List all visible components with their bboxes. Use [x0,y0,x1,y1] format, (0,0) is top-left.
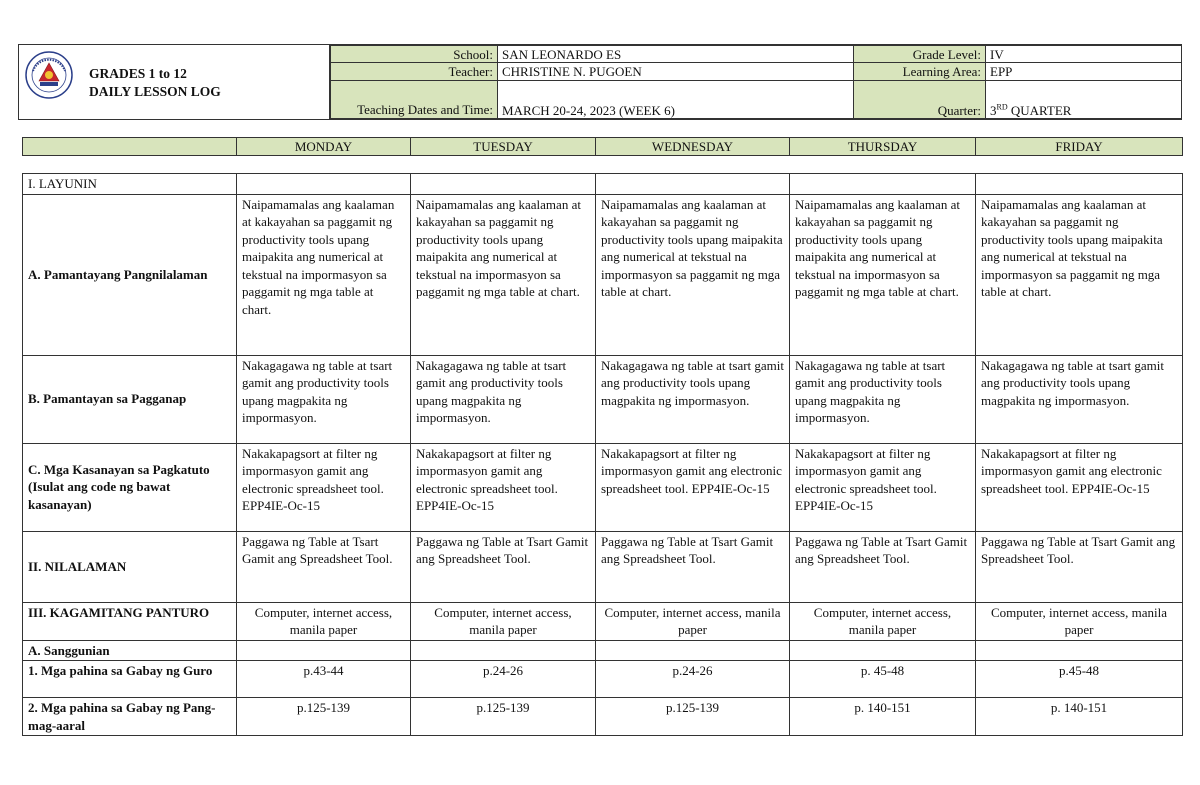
cell: Paggawa ng Table at Tsart Gamit ang Spreadsheet Tool. [596,531,790,602]
table-row [23,194,1183,355]
row-label-nilalaman: II. NILALAMAN [23,531,237,602]
cell: Naipamamalas ang kaalaman at kakayahan sa paggamit ng productivity tools upang maipakita ang numerical at tekstual na impormasyon sa paggamit ng mga table at chart. [976,194,1183,355]
header-block [18,44,1182,120]
cell: Nakakapagsort at filter ng impormasyon gamit ang electronic spreadsheet tool. EPP4IE-Oc-15 [976,443,1183,531]
cell: p.125-139 [411,698,596,736]
row-label-mga-kasanayan: C. Mga Kasanayan sa Pagkatuto (Isulat ang code ng bawat kasanayan) [23,443,237,531]
cell: Computer, internet access, manila paper [237,602,411,640]
cell: Nakakapagsort at filter ng impormasyon gamit ang electronic spreadsheet tool. EPP4IE-Oc-15 [411,443,596,531]
cell: p.24-26 [411,661,596,698]
cell [411,174,596,195]
days-header [22,137,1183,156]
row-label-pamantayang-pangnilalaman: A. Pamantayang Pangnilalaman [23,194,237,355]
cell: p.24-26 [596,661,790,698]
cell [237,640,411,661]
cell: Computer, internet access, manila paper [790,602,976,640]
cell: Nakagagawa ng table at tsart gamit ang productivity tools upang magpakita ng impormasyon. [790,355,976,443]
cell: p.45-48 [976,661,1183,698]
cell: p. 140-151 [976,698,1183,736]
day-monday: MONDAY [237,138,411,156]
cell [596,174,790,195]
quarter-label: Quarter: [854,80,986,118]
teaching-dates-value: MARCH 20-24, 2023 (WEEK 6) [498,80,854,118]
teaching-dates-label: Teaching Dates and Time: [331,80,498,118]
cell: Paggawa ng Table at Tsart Gamit ang Spreadsheet Tool. [411,531,596,602]
table-row [23,698,1183,736]
days-blank-cell [23,138,237,156]
learning-area-label: Learning Area: [854,63,986,80]
cell: Nakagagawa ng table at tsart gamit ang productivity tools upang magpakita ng impormasyon. [976,355,1183,443]
teacher-label: Teacher: [331,63,498,80]
school-label: School: [331,46,498,63]
log-title [89,65,221,101]
quarter-text: QUARTER [1007,103,1072,118]
cell [411,640,596,661]
table-row [23,174,1183,195]
cell: Nakakapagsort at filter ng impormasyon gamit ang electronic spreadsheet tool. EPP4IE-Oc-15 [790,443,976,531]
meta-table [330,45,1182,119]
cell: Naipamamalas ang kaalaman at kakayahan sa paggamit ng productivity tools upang maipakita ang numerical at tekstual na impormasyon sa paggamit ng mga table at chart. [790,194,976,355]
cell: Computer, internet access, manila paper [411,602,596,640]
table-row [23,602,1183,640]
table-row [23,443,1183,531]
row-label-gabay-ng-mag-aaral: 2. Mga pahina sa Gabay ng Pang-mag-aaral [23,698,237,736]
grade-level-value: IV [986,46,1182,63]
cell: Nakagagawa ng table at tsart gamit ang productivity tools upang magpakita ng impormasyon. [411,355,596,443]
cell: p. 45-48 [790,661,976,698]
cell: Computer, internet access, manila paper [976,602,1183,640]
logo-area [19,45,330,119]
day-tuesday: TUESDAY [411,138,596,156]
table-row [23,661,1183,698]
day-thursday: THURSDAY [790,138,976,156]
day-friday: FRIDAY [976,138,1183,156]
cell: Nakakapagsort at filter ng impormasyon gamit ang electronic spreadsheet tool. EPP4IE-Oc-15 [237,443,411,531]
cell: p. 140-151 [790,698,976,736]
cell: Naipamamalas ang kaalaman at kakayahan sa paggamit ng productivity tools upang maipakita ang numerical at tekstual na impormasyon sa paggamit ng mga table at chart. [237,194,411,355]
table-row [23,355,1183,443]
cell [596,640,790,661]
lesson-grid [22,173,1183,736]
cell: Paggawa ng Table at Tsart Gamit ang Spreadsheet Tool. [790,531,976,602]
row-label-sanggunian: A. Sanggunian [23,640,237,661]
title-line-2: DAILY LESSON LOG [89,84,221,99]
cell: Nakagagawa ng table at tsart gamit ang productivity tools upang magpakita ng impormasyon. [237,355,411,443]
cell: Nakagagawa ng table at tsart gamit ang productivity tools upang magpakita ng impormasyon. [596,355,790,443]
quarter-suffix: RD [996,102,1008,112]
quarter-number: 3 [990,103,997,118]
grade-level-label: Grade Level: [854,46,986,63]
row-label-kagamitang-panturo: III. KAGAMITANG PANTURO [23,602,237,640]
cell: Nakakapagsort at filter ng impormasyon gamit ang electronic spreadsheet tool. EPP4IE-Oc-15 [596,443,790,531]
school-value: SAN LEONARDO ES [498,46,854,63]
cell: Naipamamalas ang kaalaman at kakayahan sa paggamit ng productivity tools upang maipakita ang numerical at tekstual na impormasyon sa paggamit ng mga table at chart. [411,194,596,355]
cell [976,640,1183,661]
row-label-layunin: I. LAYUNIN [23,174,237,195]
cell: p.125-139 [596,698,790,736]
cell [237,174,411,195]
quarter-value [986,80,1182,118]
cell [790,640,976,661]
cell: Paggawa ng Table at Tsart Gamit ang Spreadsheet Tool. [237,531,411,602]
teacher-value: CHRISTINE N. PUGOEN [498,63,854,80]
title-line-1: GRADES 1 to 12 [89,66,187,81]
cell [790,174,976,195]
deped-seal-icon [25,51,73,99]
table-row [23,531,1183,602]
cell: Paggawa ng Table at Tsart Gamit ang Spreadsheet Tool. [976,531,1183,602]
row-label-pamantayan-sa-pagganap: B. Pamantayan sa Pagganap [23,355,237,443]
row-label-gabay-ng-guro: 1. Mga pahina sa Gabay ng Guro [23,661,237,698]
cell: p.125-139 [237,698,411,736]
day-wednesday: WEDNESDAY [596,138,790,156]
table-row [23,640,1183,661]
cell: Naipamamalas ang kaalaman at kakayahan sa paggamit ng productivity tools upang maipakita ang numerical at tekstual na impormasyon sa paggamit ng mga table at chart. [596,194,790,355]
cell [976,174,1183,195]
cell: Computer, internet access, manila paper [596,602,790,640]
learning-area-value: EPP [986,63,1182,80]
cell: p.43-44 [237,661,411,698]
